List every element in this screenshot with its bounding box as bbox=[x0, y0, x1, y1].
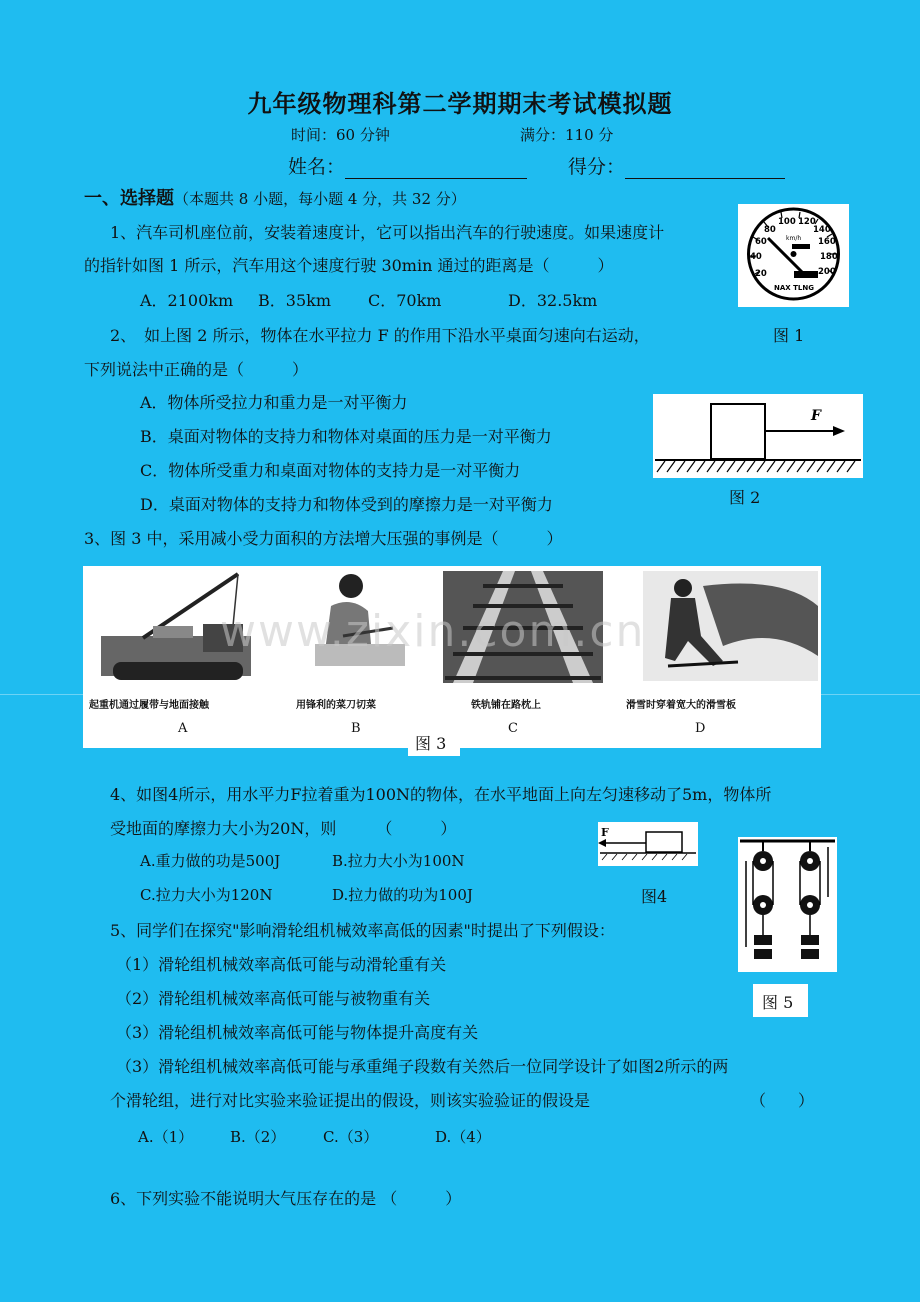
dial-number-60: 60 bbox=[755, 237, 767, 247]
section-heading: 一、选择题 bbox=[84, 188, 174, 209]
score-field[interactable] bbox=[625, 160, 785, 179]
dial-number-100: 100 bbox=[778, 217, 796, 227]
q6-text: 6、下列实验不能说明大气压存在的是 （ ） bbox=[110, 1189, 462, 1208]
q5-option-b[interactable]: B.（2） bbox=[230, 1128, 286, 1146]
watermark-text: www.zixin.com.cn bbox=[220, 606, 646, 657]
q1-text-line1: 1、汽车司机座位前，安装着速度计，它可以指出汽车的行驶速度。如果速度计 bbox=[110, 223, 665, 242]
page-title: 九年级物理科第二学期期末考试模拟题 bbox=[247, 90, 673, 118]
q4-option-d[interactable]: D.拉力做的功为100J bbox=[332, 886, 473, 904]
dial-number-120: 120 bbox=[798, 217, 816, 227]
q2-option-a[interactable]: A．物体所受拉力和重力是一对平衡力 bbox=[140, 393, 408, 412]
left-arrow-icon bbox=[598, 839, 606, 847]
q1-option-a[interactable]: A．2100km bbox=[140, 291, 234, 310]
q5-option-c[interactable]: C.（3） bbox=[323, 1128, 379, 1146]
q5-hypothesis-3: （3）滑轮组机械效率高低可能与物体提升高度有关 bbox=[116, 1023, 479, 1042]
q2-text-line2: 下列说法中正确的是（ ） bbox=[84, 360, 309, 379]
figure-4-block-pulled-left bbox=[598, 822, 698, 866]
photo-b-label: 用锋利的菜刀切菜 bbox=[296, 700, 376, 711]
figure-4-block bbox=[646, 832, 682, 852]
figure-1-caption: 图 1 bbox=[773, 326, 805, 345]
score-label: 得分： bbox=[568, 156, 626, 178]
photo-c-letter[interactable]: C bbox=[508, 721, 518, 736]
pulley-system-left-icon bbox=[746, 841, 773, 959]
q5-option-a[interactable]: A.（1） bbox=[138, 1128, 194, 1146]
q5-text-continuation: 个滑轮组，进行对比实验来验证提出的假设，则该实验验证的假设是 bbox=[110, 1091, 591, 1110]
figure-5-pulley-systems bbox=[738, 837, 837, 972]
figure-2-caption: 图 2 bbox=[729, 488, 761, 507]
dial-number-20: 20 bbox=[755, 269, 767, 279]
dial-number-140: 140 bbox=[813, 225, 831, 235]
photo-a-label: 起重机通过履带与地面接触 bbox=[89, 700, 209, 711]
dial-unit: km/h bbox=[786, 235, 802, 242]
photo-d-label: 滑雪时穿着宽大的滑雪板 bbox=[626, 700, 736, 711]
q5-text-line1: 5、同学们在探究"影响滑轮组机械效率高低的因素"时提出了下列假设： bbox=[110, 921, 615, 940]
photo-a-letter[interactable]: A bbox=[178, 721, 188, 736]
exam-full-score: 满分：110 分 bbox=[520, 126, 614, 144]
section-note: （本题共 8 小题，每小题 4 分，共 32 分） bbox=[174, 190, 466, 208]
figure-2-block-on-table bbox=[653, 394, 863, 478]
q4-text-line1: 4、如图4所示，用水平力F拉着重为100N的物体，在水平地面上向左匀速移动了5m，物体所 bbox=[110, 785, 772, 804]
dial-number-40: 40 bbox=[750, 252, 762, 262]
dial-number-80: 80 bbox=[764, 225, 776, 235]
q5-hypothesis-1: （1）滑轮组机械效率高低可能与动滑轮重有关 bbox=[116, 955, 447, 974]
q2-option-d[interactable]: D．桌面对物体的支持力和物体受到的摩擦力是一对平衡力 bbox=[140, 495, 553, 514]
q4-option-c[interactable]: C.拉力大小为120N bbox=[140, 886, 273, 904]
q5-option-d[interactable]: D.（4） bbox=[435, 1128, 491, 1146]
force-label: F bbox=[811, 408, 821, 424]
dial-odometer bbox=[792, 244, 810, 249]
name-row bbox=[288, 152, 527, 179]
q1-option-d[interactable]: D．32.5km bbox=[508, 291, 598, 310]
figure-4-caption: 图4 bbox=[641, 887, 668, 906]
q5-hypothesis-2: （2）滑轮组机械效率高低可能与被物重有关 bbox=[116, 989, 431, 1008]
q4-option-b[interactable]: B.拉力大小为100N bbox=[332, 852, 465, 870]
q2-option-c[interactable]: C．物体所受重力和桌面对物体的支持力是一对平衡力 bbox=[140, 461, 521, 480]
q5-hypothesis-4: （3）滑轮组机械效率高低可能与承重绳子段数有关然后一位同学设计了如图2所示的两 bbox=[116, 1057, 729, 1076]
hatching-icon bbox=[657, 461, 855, 472]
q5-answer-paren[interactable]: （ ） bbox=[750, 1091, 815, 1110]
figure-5-caption: 图 5 bbox=[762, 993, 794, 1012]
figure-3-caption: 图 3 bbox=[415, 734, 447, 753]
q4-text-line2: 受地面的摩擦力大小为20N，则 （ ） bbox=[110, 819, 457, 838]
q1-text-line2: 的指针如图 1 所示，汽车用这个速度行驶 30min 通过的距离是（ ） bbox=[84, 256, 614, 275]
score-row bbox=[568, 152, 785, 179]
force-arrow-head-icon bbox=[833, 426, 845, 436]
dial-brand: NAX TLNG bbox=[774, 284, 814, 292]
photo-c-label: 铁轨铺在路枕上 bbox=[471, 700, 541, 711]
section-heading-row bbox=[84, 184, 466, 210]
dial-number-200: 200 bbox=[818, 267, 836, 277]
figure-1-speedometer bbox=[738, 204, 849, 307]
photo-b-letter[interactable]: B bbox=[351, 721, 361, 736]
dial-number-160: 160 bbox=[818, 237, 836, 247]
q1-option-c[interactable]: C．70km bbox=[368, 291, 442, 310]
speedometer-dial-icon bbox=[738, 204, 849, 307]
name-label: 姓名： bbox=[288, 156, 346, 178]
q1-option-b[interactable]: B．35km bbox=[258, 291, 331, 310]
name-field[interactable] bbox=[345, 160, 527, 179]
q3-text: 3、图 3 中，采用减小受力面积的方法增大压强的事例是（ ） bbox=[84, 529, 563, 548]
q2-option-b[interactable]: B．桌面对物体的支持力和物体对桌面的压力是一对平衡力 bbox=[140, 427, 552, 446]
figure-3-caption-box bbox=[408, 726, 460, 756]
figure-3-photos bbox=[83, 566, 821, 748]
figure-5-caption-box bbox=[753, 984, 808, 1017]
dial-number-180: 180 bbox=[820, 252, 838, 262]
skier-icon bbox=[643, 571, 818, 681]
pulley-system-right-icon bbox=[800, 841, 828, 959]
photo-d-letter[interactable]: D bbox=[695, 721, 706, 736]
exam-time: 时间：60 分钟 bbox=[291, 126, 390, 144]
figure-4-force-label: F bbox=[601, 826, 609, 839]
q4-option-a[interactable]: A.重力做的功是500J bbox=[140, 852, 281, 870]
block-shape bbox=[711, 404, 765, 459]
q2-text-line1: 2、 如上图 2 所示，物体在水平拉力 F 的作用下沿水平桌面匀速向右运动， bbox=[110, 326, 650, 345]
